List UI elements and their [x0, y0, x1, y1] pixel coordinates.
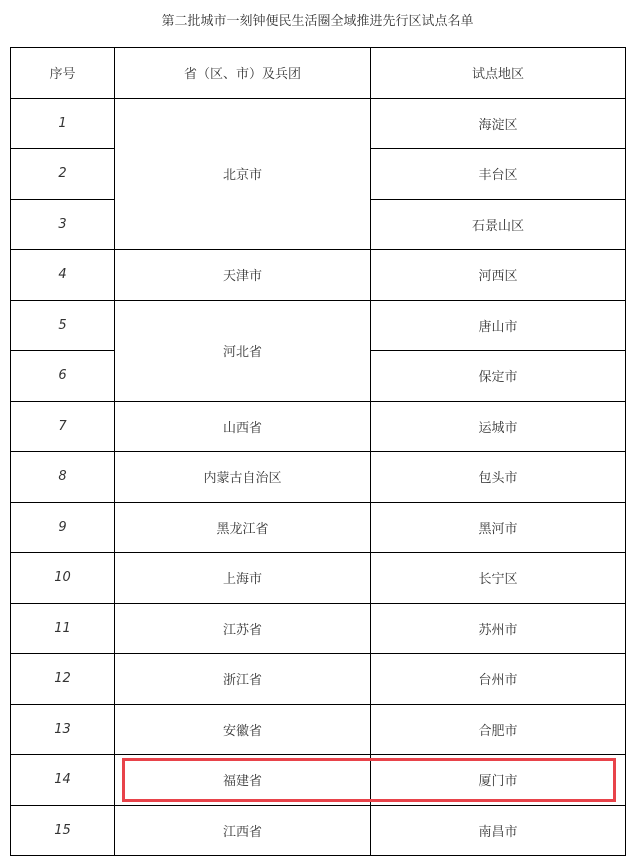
row-index: 10 [11, 553, 115, 604]
table-row [11, 502, 626, 553]
row-region: 合肥市 [371, 704, 626, 755]
row-region: 黑河市 [371, 502, 626, 553]
table-row [11, 654, 626, 705]
row-province: 浙江省 [115, 654, 371, 705]
row-province: 河北省 [115, 300, 371, 401]
row-index: 1 [11, 98, 115, 149]
header-index: 序号 [11, 48, 115, 99]
table-row [11, 401, 626, 452]
row-index: 13 [11, 704, 115, 755]
row-index: 12 [11, 654, 115, 705]
row-province: 内蒙古自治区 [115, 452, 371, 503]
table-header-row [11, 48, 626, 99]
row-province: 上海市 [115, 553, 371, 604]
row-index: 3 [11, 199, 115, 250]
table-row [11, 300, 626, 351]
row-index: 2 [11, 149, 115, 200]
row-region: 台州市 [371, 654, 626, 705]
row-province: 江苏省 [115, 603, 371, 654]
row-province: 北京市 [115, 98, 371, 250]
table-row [11, 250, 626, 301]
row-province: 山西省 [115, 401, 371, 452]
table-row [11, 452, 626, 503]
table-row [11, 98, 626, 149]
row-province: 福建省 [115, 755, 371, 806]
row-province: 天津市 [115, 250, 371, 301]
pilot-list-table [10, 47, 626, 856]
row-index: 7 [11, 401, 115, 452]
row-region: 厦门市 [371, 755, 626, 806]
row-province: 黑龙江省 [115, 502, 371, 553]
row-region: 唐山市 [371, 300, 626, 351]
table-row [11, 805, 626, 856]
row-region: 苏州市 [371, 603, 626, 654]
table-row [11, 553, 626, 604]
row-index: 8 [11, 452, 115, 503]
row-index: 15 [11, 805, 115, 856]
table-row [11, 603, 626, 654]
row-province: 安徽省 [115, 704, 371, 755]
row-index: 4 [11, 250, 115, 301]
row-index: 6 [11, 351, 115, 402]
row-region: 河西区 [371, 250, 626, 301]
row-region: 丰台区 [371, 149, 626, 200]
table-row [11, 704, 626, 755]
row-index: 14 [11, 755, 115, 806]
row-region: 南昌市 [371, 805, 626, 856]
row-index: 9 [11, 502, 115, 553]
table-row-highlighted [11, 755, 626, 806]
row-region: 运城市 [371, 401, 626, 452]
row-region: 包头市 [371, 452, 626, 503]
page-title: 第二批城市一刻钟便民生活圈全域推进先行区试点名单 [161, 14, 474, 29]
row-index: 11 [11, 603, 115, 654]
row-region: 保定市 [371, 351, 626, 402]
row-region: 长宁区 [371, 553, 626, 604]
row-province: 江西省 [115, 805, 371, 856]
header-province: 省（区、市）及兵团 [115, 48, 371, 99]
row-region: 海淀区 [371, 98, 626, 149]
row-region: 石景山区 [371, 199, 626, 250]
row-index: 5 [11, 300, 115, 351]
header-region: 试点地区 [371, 48, 626, 99]
